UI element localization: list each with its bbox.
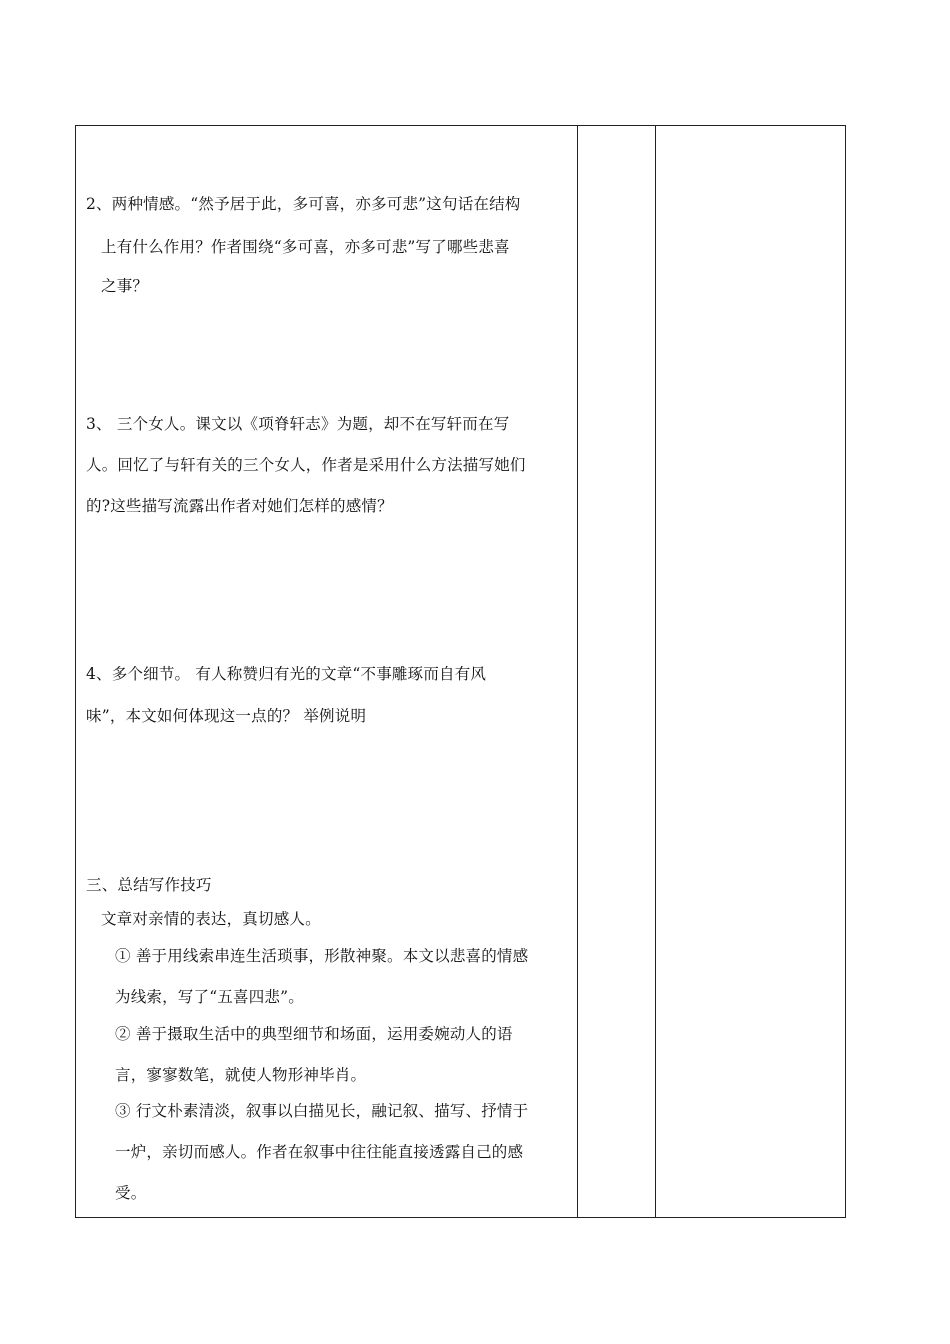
point-1-line-1: ① 善于用线索串连生活琐事，形散神聚。本文以悲喜的情感 — [115, 947, 529, 965]
point-2-line-2: 言，寥寥数笔，就使人物形神毕肖。 — [115, 1066, 367, 1084]
question-3-line-3: 的?这些描写流露出作者对她们怎样的感情？ — [86, 497, 393, 515]
column-divider-2 — [655, 126, 656, 1217]
question-3-line-1: 3、 三个女人。课文以《项脊轩志》为题，却不在写轩而在写 — [86, 415, 510, 433]
point-3-line-1: ③ 行文朴素清淡，叙事以白描见长，融记叙、描写、抒情于 — [115, 1102, 529, 1120]
question-2-line-2: 上有什么作用？作者围绕“多可喜，亦多可悲”写了哪些悲喜 — [101, 238, 510, 256]
question-2-line-1: 2、两种情感。“然予居于此，多可喜，亦多可悲”这句话在结构 — [86, 195, 521, 213]
section-heading: 三、总结写作技巧 — [86, 876, 212, 894]
column-divider-1 — [577, 126, 578, 1217]
question-3-line-2: 人。回忆了与轩有关的三个女人，作者是采用什么方法描写她们 — [86, 456, 526, 474]
point-3-line-3: 受。 — [115, 1184, 147, 1202]
question-2-line-3: 之事？ — [101, 277, 149, 295]
question-4-line-2: 味”，本文如何体现这一点的？ 举例说明 — [86, 707, 367, 725]
question-4-line-1: 4、多个细节。 有人称赞归有光的文章“不事雕琢而自有风 — [86, 665, 487, 683]
point-2-line-1: ② 善于摄取生活中的典型细节和场面，运用委婉动人的语 — [115, 1025, 513, 1043]
point-3-line-2: 一炉，亲切而感人。作者在叙事中往往能直接透露自己的感 — [115, 1143, 524, 1161]
point-1-line-2: 为线索，写了“五喜四悲”。 — [115, 988, 304, 1006]
summary-intro: 文章对亲情的表达，真切感人。 — [101, 910, 321, 928]
